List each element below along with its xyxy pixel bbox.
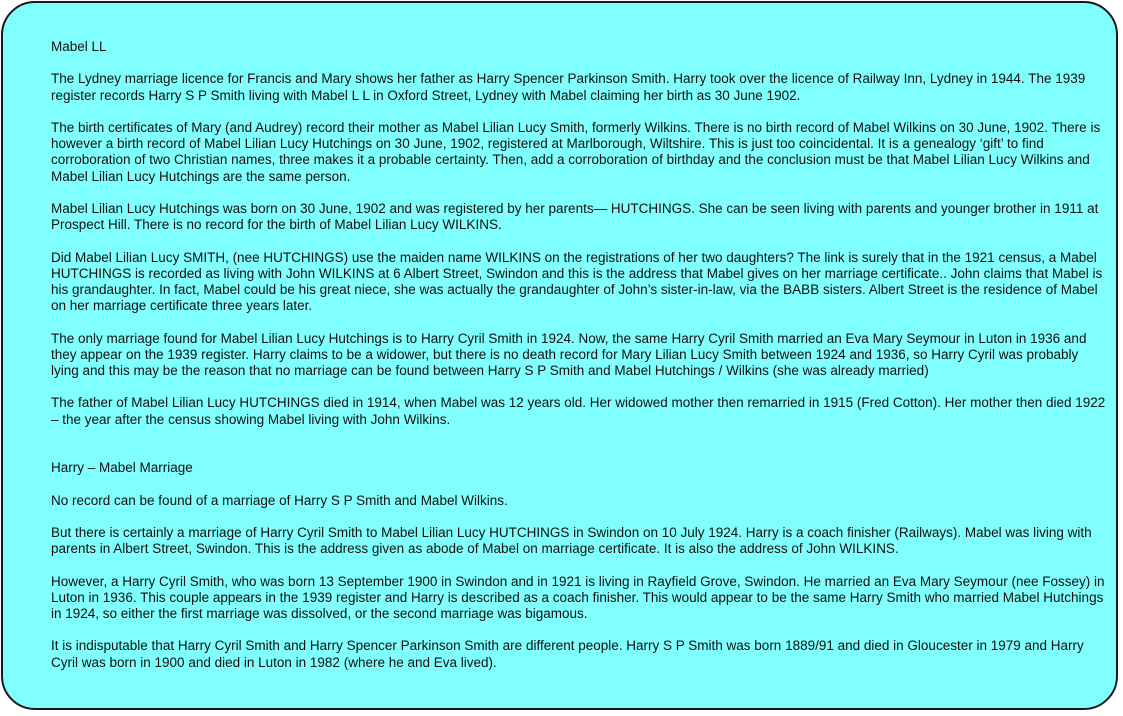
paragraph-father-died: The father of Mabel Lilian Lucy HUTCHINGS died in 1914, when Mabel was 12 years old. Her widowed mother then remarried in 1915 (Fred Cotton). Her mother then died 1922 – the year after the census showing Mabel living with John Wilkins.: [51, 395, 1106, 427]
document-body: [51, 39, 1107, 687]
paragraph-no-record: No record can be found of a marriage of Harry S P Smith and Mabel Wilkins.: [51, 492, 508, 508]
paragraph-hutchings-birth: Mabel Lilian Lucy Hutchings was born on 30 June, 1902 and was registered by her parents— HUTCHINGS. She can be seen living with parents and younger brother in 1911 at Prospect Hill. There is no record for the birth of Mabel Lilian Lucy WILKINS.: [51, 200, 1099, 233]
paragraph-only-marriage: The only marriage found for Mabel Lilian Lucy Hutchings is to Harry Cyril Smith in 1924. Now, the same Harry Cyril Smith married an Eva Mary Seymour in Luton in 1936 and they appear on the 1939 register. Harry claims to be a widower, but there is no death record for Mary Lilian Lucy Smith between 1924 and 1936, so Harry Cyril was probably lying and this may be the reason that no marriage can be found between Harry S P Smith and Mabel Hutchings / Wilkins (she was already married): [51, 330, 1087, 378]
heading-harry-mabel-marriage: Harry – Mabel Marriage: [51, 460, 193, 476]
paragraph-birth-certificates: The birth certificates of Mary (and Audrey) record their mother as Mabel Lilian Lucy Smith, formerly Wilkins. There is no birth record of Mabel Wilkins on 30 June, 1902. There is however a birth record of Mabel Lilian Lucy Hutchings on 30 June, 1902, registered at Marlborough, Wiltshire. This is just too coincidental. It is a genealogy ‘gift’ to find corroboration of two Christian names, three makes it a probable certainty. Then, add a corroboration of birthday and the conclusion must be that Mabel Lilian Lucy Wilkins and Mabel Lilian Lucy Hutchings are the same person.: [51, 119, 1101, 184]
paragraph-certain-marriage: But there is certainly a marriage of Harry Cyril Smith to Mabel Lilian Lucy HUTCHINGS in Swindon on 10 July 1924. Harry is a coach finisher (Railways). Mabel was living with parents in Albert Street, Swindon. This is the address given as abode of Mabel on marriage certificate. It is also the address of John WILKINS.: [51, 524, 1092, 557]
paragraph-different-people: It is indisputable that Harry Cyril Smith and Harry Spencer Parkinson Smith are different people. Harry S P Smith was born 1889/91 and died in Gloucester in 1979 and Harry Cyril was born in 1900 and died in Luton in 1982 (where he and Eva lived).: [51, 638, 1084, 670]
paragraph-harry-cyril: However, a Harry Cyril Smith, who was born 13 September 1900 in Swindon and in 1921 is living in Rayfield Grove, Swindon. He married an Eva Mary Seymour (nee Fossey) in Luton in 1936. This couple appears in the 1939 register and Harry is described as a coach finisher. This would appear to be the same Harry Smith who married Mabel Hutchings in 1924, so either the first marriage was dissolved, or the second marriage was bigamous.: [51, 573, 1105, 621]
paragraph-lydney-licence: The Lydney marriage licence for Francis and Mary shows her father as Harry Spencer Parkinson Smith. Harry took over the licence of Railway Inn, Lydney in 1944. The 1939 register records Harry S P Smith living with Mabel L L in Oxford Street, Lydney with Mabel claiming her birth as 30 June 1902.: [51, 71, 1086, 103]
heading-mabel-ll: Mabel LL: [51, 39, 107, 54]
text-card: [1, 1, 1118, 710]
paragraph-maiden-name: Did Mabel Lilian Lucy SMITH, (nee HUTCHINGS) use the maiden name WILKINS on the registrations of her two daughters? The link is surely that in the 1921 census, a Mabel HUTCHINGS is recorded as living with John WILKINS at 6 Albert Street, Swindon and this is the address that Mabel gives on her marriage certificate.. John claims that Mabel is his grandaughter. In fact, Mabel could be his great niece, she was actually the grandaughter of John’s sister-in-law, via the BABB sisters. Albert Street is the residence of Mabel on her marriage certificate three years later.: [51, 249, 1103, 314]
